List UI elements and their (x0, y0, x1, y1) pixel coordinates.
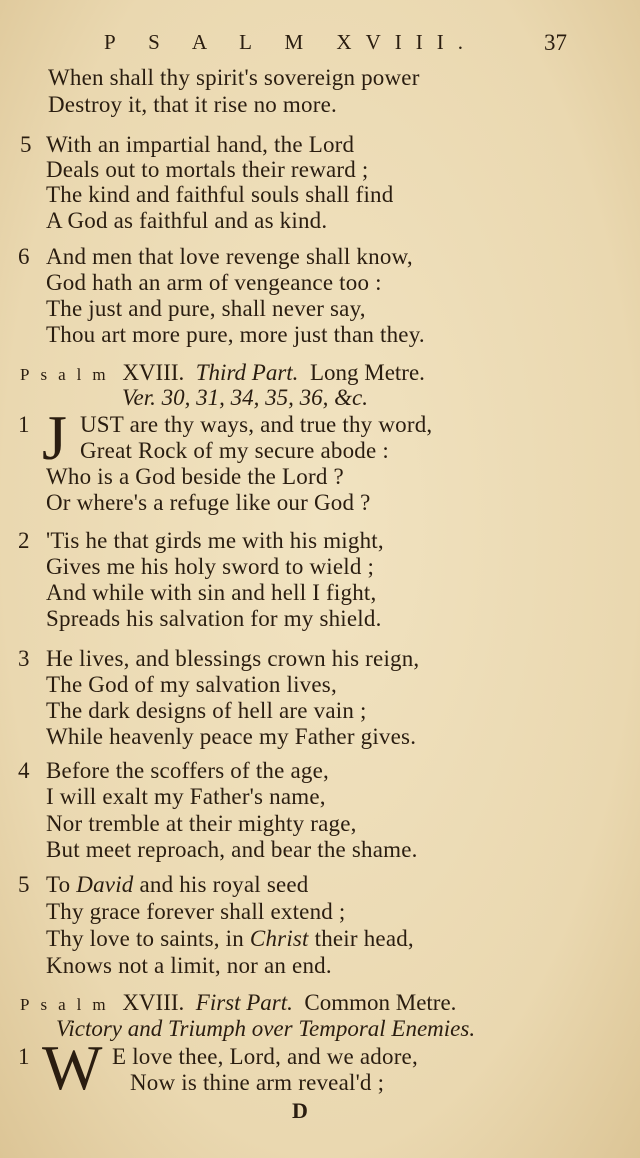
verse-line: And men that love revenge shall know, (46, 244, 413, 269)
verse-line: He lives, and blessings crown his reign, (46, 646, 420, 671)
verse-line (46, 872, 309, 898)
text-run: their head, (308, 926, 414, 951)
psalm-number: XVIII. (122, 990, 185, 1015)
stanza-number: 1 (18, 1044, 30, 1069)
verse-line: When shall thy spirit's sovereign power (48, 65, 420, 90)
psalm-word: Psalm (20, 365, 117, 384)
verse-line: Who is a God beside the Lord ? (46, 464, 344, 489)
verse-line: UST are thy ways, and true thy word, (80, 412, 433, 437)
verse-line: Deals out to mortals their reward ; (46, 157, 369, 182)
stanza-number: 1 (18, 412, 30, 437)
verse-line: But meet reproach, and bear the shame. (46, 837, 418, 862)
part-label: Third Part. (195, 360, 299, 385)
text-run: and his royal seed (133, 872, 309, 897)
italic-name: Christ (249, 926, 309, 951)
signature-mark: D (292, 1098, 308, 1123)
verse-line: Thy grace forever shall extend ; (46, 899, 346, 924)
metre-label: Long Metre. (309, 360, 425, 385)
verse-line: Gives me his holy sword to wield ; (46, 554, 375, 579)
psalm-subtitle: Victory and Triumph over Temporal Enemies. (56, 1016, 476, 1041)
psalm-heading (20, 360, 425, 388)
verse-line: Nor tremble at their mighty rage, (46, 811, 357, 836)
running-title: P S A L M XVIII. (104, 30, 477, 54)
page-number: 37 (544, 30, 567, 55)
verse-line: Thou art more pure, more just than they. (46, 322, 425, 347)
verse-line: Knows not a limit, nor an end. (46, 953, 332, 978)
metre-label: Common Metre. (304, 990, 457, 1015)
part-label: First Part. (195, 990, 293, 1015)
verse-line: A God as faithful and as kind. (46, 208, 328, 233)
verse-line: And while with sin and hell I fight, (46, 580, 377, 605)
italic-name: David (76, 872, 134, 897)
text-run: Thy love to saints, in (46, 926, 250, 951)
verse-line: The kind and faithful souls shall find (46, 182, 394, 207)
stanza-number: 4 (18, 758, 30, 783)
verse-line: E love thee, Lord, and we adore, (112, 1044, 418, 1069)
verse-line: Destroy it, that it rise no more. (48, 92, 337, 117)
verse-line: The just and pure, shall never say, (46, 296, 366, 321)
verse-line: Spreads his salvation for my shield. (46, 606, 382, 631)
verse-line: While heavenly peace my Father gives. (46, 724, 417, 749)
verse-line: Or where's a refuge like our God ? (46, 490, 371, 515)
verse-line: I will exalt my Father's name, (46, 784, 326, 809)
verse-line: 'Tis he that girds me with his might, (46, 528, 384, 553)
verse-line: Before the scoffers of the age, (46, 758, 329, 783)
psalm-heading (20, 990, 456, 1018)
psalm-number: XVIII. (122, 360, 185, 385)
verse-line: With an impartial hand, the Lord (46, 132, 355, 157)
drop-cap: J (42, 402, 67, 473)
stanza-number: 3 (18, 646, 30, 671)
verse-reference: Ver. 30, 31, 34, 35, 36, &c. (122, 385, 368, 410)
drop-cap: W (42, 1032, 103, 1103)
text-run: To (46, 872, 77, 897)
verse-line (46, 926, 414, 952)
stanza-number: 6 (18, 244, 30, 269)
stanza-number: 5 (18, 872, 30, 897)
verse-line: Now is thine arm reveal'd ; (130, 1070, 385, 1095)
verse-line: God hath an arm of vengeance too : (46, 270, 382, 295)
stanza-number: 2 (18, 528, 30, 553)
verse-line: The dark designs of hell are vain ; (46, 698, 367, 723)
stanza-number: 5 (20, 132, 32, 157)
verse-line: Great Rock of my secure abode : (80, 438, 389, 463)
psalm-word: Psalm (20, 995, 117, 1014)
verse-line: The God of my salvation lives, (46, 672, 337, 697)
